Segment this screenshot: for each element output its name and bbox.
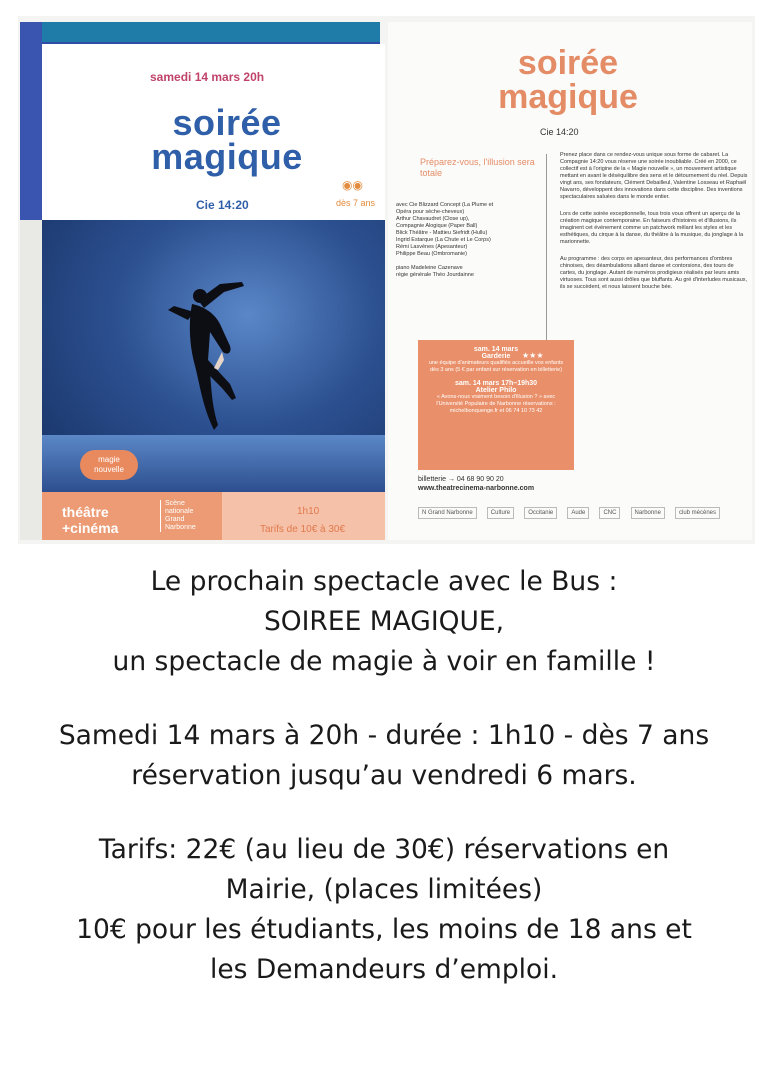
badge-line2: nouvelle (94, 465, 124, 474)
announcement-show-title: SOIREE MAGIQUE, (263, 606, 505, 637)
poster-front (20, 22, 380, 540)
garderie-date: sam. 14 mars (473, 346, 519, 353)
credit-line: Arthur Chavaudret (Close up), (396, 216, 470, 222)
garderie-title: Garderie (481, 353, 511, 360)
flyer-paragraph: Lors de cette soirée exceptionnelle, tous trois vous offrent un aperçu de la création magique contemporaine. En faiseurs d'histoires et d'illusions, ils imaginent cet événement comme un patchwork mêlant les styles et les esthétiques, du cirque à la danse, du théâtre à la musique, du jonglage à la marionnette. (560, 211, 744, 245)
stars-icon: ★★★ (522, 351, 544, 360)
poster-age: dès 7 ans (336, 198, 376, 208)
partner-logo: Occitanie (524, 507, 557, 519)
eyes-icon: ◉◉ (342, 178, 363, 192)
credit-line: Compagnie Alogique (Paper Ball) (396, 223, 478, 229)
poster-photo (42, 220, 385, 492)
credit-line: Rémi Lasvènes (Apesanteur) (396, 244, 468, 250)
credit-line: avec Cie Blizzard Concept (La Plume et (396, 202, 494, 208)
flyer-title-line1: soirée (517, 44, 619, 82)
credit-line: Blick Théâtre - Mattieu Siefridt (Hullu) (396, 230, 488, 236)
venue-subtitle (160, 500, 196, 532)
announcement-price-line1: Tarifs: 22€ (au lieu de 30€) réservations en (98, 834, 670, 865)
credit-line (396, 258, 546, 265)
flyer-company: Cie 14:20 (540, 127, 579, 137)
poster-title-line1: soirée (172, 102, 282, 143)
flyer-contact (418, 475, 534, 493)
garderie-text: une équipe d'animateurs qualifiés accueille vos enfants dès 3 ans (5 € par enfant sur réservation en billetterie) (428, 360, 564, 373)
partner-logo: Aude (567, 507, 589, 519)
flyer-body (560, 152, 748, 301)
poster-frame-left (20, 22, 42, 220)
announcement-datetime: Samedi 14 mars à 20h - durée : 1h10 - dès 7 ans (58, 720, 710, 751)
partner-logo: Culture (487, 507, 514, 519)
announcement (0, 562, 768, 990)
partner-logo: club mécènes (675, 507, 720, 519)
venue-sub3: Grand (165, 516, 185, 523)
credit-line: Philippe Beau (Ombromanie) (396, 251, 467, 257)
flyer-credits (396, 202, 546, 279)
venue-logo (62, 504, 118, 536)
poster-company: Cie 14:20 (196, 198, 249, 212)
spacer (0, 682, 768, 716)
credit-line: piano Madeleine Cazenave (396, 265, 463, 271)
atelier-title: Atelier Philo (475, 387, 517, 394)
partner-logo: Narbonne (631, 507, 665, 519)
flyer-divider (546, 154, 547, 364)
flyer-activities-box (418, 340, 574, 470)
partner-logos (418, 502, 738, 524)
poster-footer (42, 492, 385, 540)
flyer-title (478, 46, 658, 114)
poster-duration: 1h10 (297, 506, 320, 517)
venue-line2: +cinéma (62, 520, 119, 536)
flyer-paragraph: Au programme : des corps en apesanteur, des performances d'ombres chinoises, des déambulations alliant danse et contorsions, des tours de cartes, du jonglage. Autant de numéros prodigieux réalisés par leurs amis virtuoses. Tous sont aussi drôles que bluffants. Au gré d'interludes musicaux, ils se succèdent, et nous laissent bouche bée. (560, 256, 748, 290)
venue-sub4: Narbonne (165, 524, 196, 531)
venue-sub1: Scène (165, 500, 185, 507)
poster-back (388, 22, 752, 540)
flyer-title-line2: magique (498, 78, 638, 116)
poster-title (132, 102, 322, 177)
poster-price: Tarifs de 10€ à 30€ (260, 524, 346, 535)
poster-footer-venue (42, 492, 222, 540)
announcement-price-line4: les Demandeurs d’emploi. (209, 954, 559, 985)
announcement-description: un spectacle de magie à voir en famille ! (112, 646, 656, 677)
atelier-text: « Avons-nous vraiment besoin d'illusion ? » avec l'Université Populaire de Narbonne réservations : michelbonquenge.fr et 06 74 10 73 42 (436, 394, 556, 414)
credit-line: régie générale Théo Jourdainne (396, 272, 474, 278)
badge-line1: magie (98, 455, 120, 464)
credit-line: Ingrid Estarque (La Chute et Le Corps) (396, 237, 491, 243)
poster-frame-strip (42, 22, 380, 42)
flyer-paragraph: Prenez place dans ce rendez-vous unique sous forme de cabaret. La Compagnie 14:20 vous réserve une soirée inoubliable. Créé en 2000, ce collectif est à l'origine de la « Magie nouvelle », un mouvement artistique mettant en avant le déséquilibre des sens et le détournement du réel. Depuis vingt ans, ses fondateurs, Clément Debailleul, Valentine Losseau et Raphaël Navarro, développent des innovations dans cette discipline. Des inventions spectaculaires saluées dans le monde entier. (560, 152, 748, 200)
spacer (0, 796, 768, 830)
venue-sub2: nationale (165, 508, 194, 515)
announcement-booking-deadline: réservation jusqu’au vendredi 6 mars. (131, 760, 637, 791)
poster-title-line2: magique (151, 136, 303, 177)
box-office-phone: billetterie → 04 68 90 90 20 (418, 476, 504, 483)
poster-date: samedi 14 mars 20h (150, 70, 265, 84)
announcement-price-line3: 10€ pour les étudiants, les moins de 18 ans et (76, 914, 692, 945)
announcement-heading: Le prochain spectacle avec le Bus : (150, 566, 618, 597)
partner-logo: CNC (599, 507, 620, 519)
partner-logo: N Grand Narbonne (418, 507, 477, 519)
atelier-date: sam. 14 mars 17h–19h30 (454, 380, 538, 387)
credit-line: Opéra pour sèche-cheveux) (396, 209, 465, 215)
announcement-price-line2: Mairie, (places limitées) (225, 874, 543, 905)
venue-line1: théâtre (62, 504, 109, 520)
website-link[interactable]: www.theatrecinema-narbonne.com (418, 485, 535, 492)
magie-nouvelle-badge (80, 450, 138, 480)
flyer-tagline: Préparez-vous, l'illusion sera totale (420, 157, 535, 178)
